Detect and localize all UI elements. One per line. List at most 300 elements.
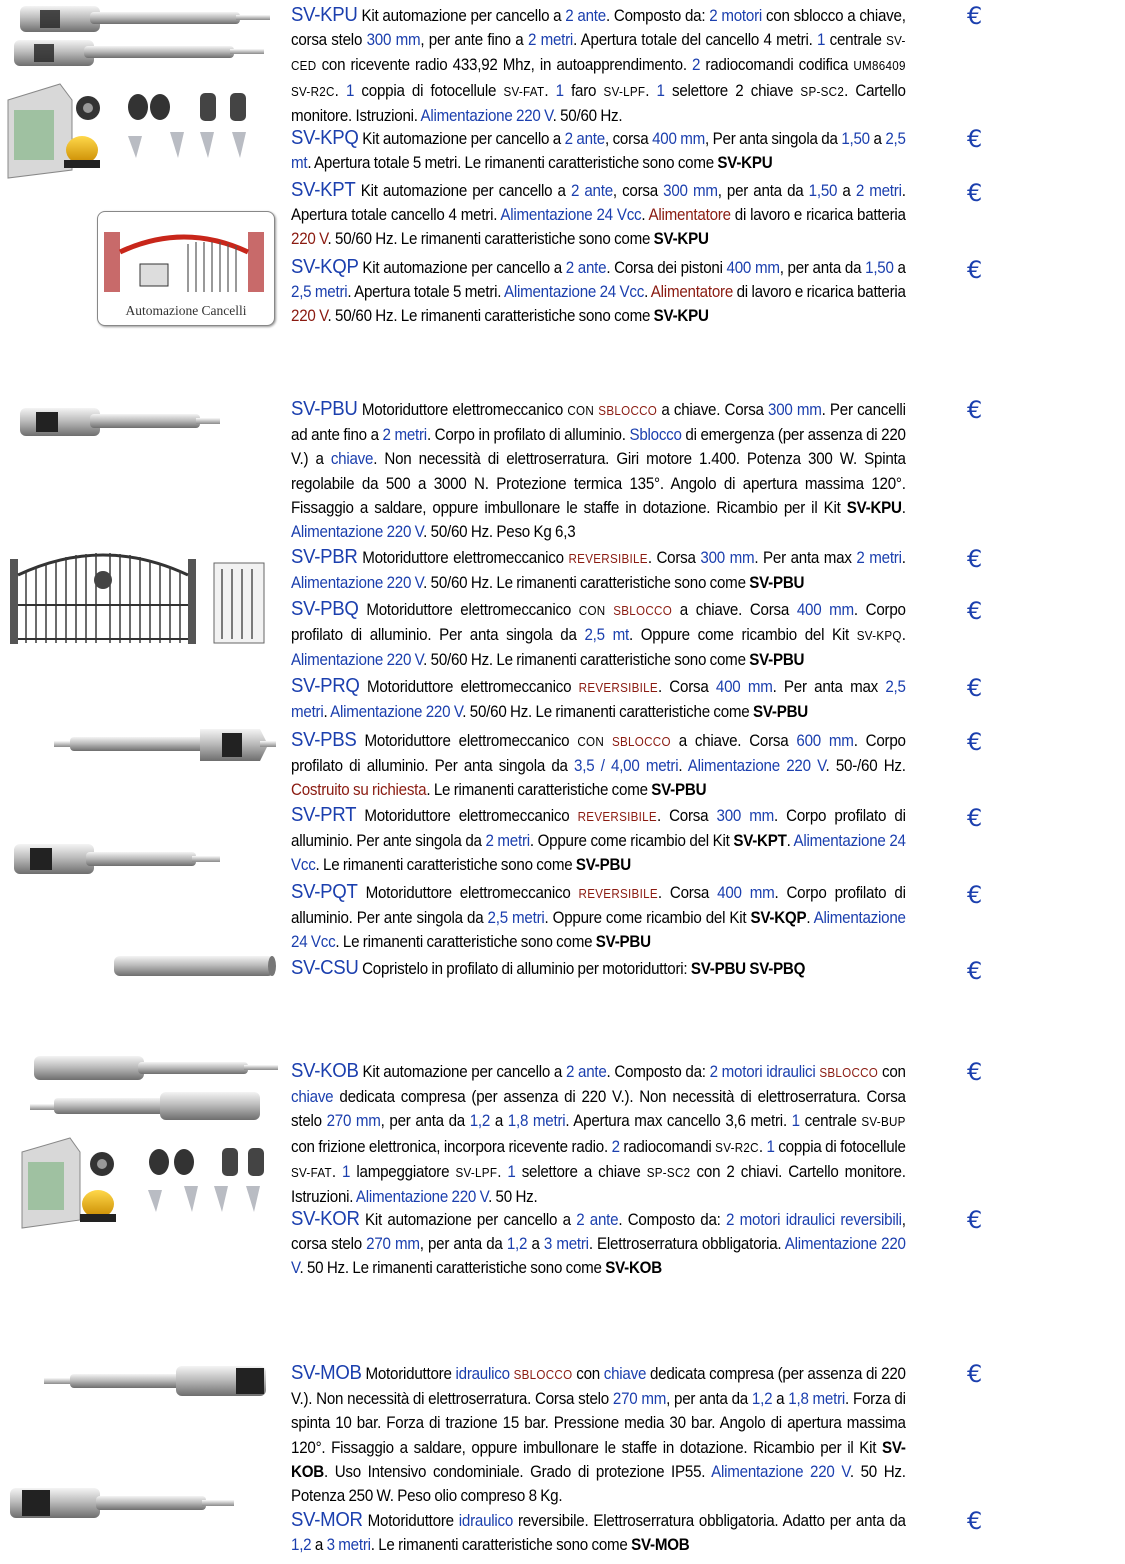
product-text: 2,5 metri xyxy=(291,283,348,302)
product-text: , corsa xyxy=(612,182,664,200)
product-text: a xyxy=(311,1536,327,1555)
product-code: SV-MOR xyxy=(291,1509,363,1531)
product-text: CON xyxy=(567,404,595,418)
product-text: , per anta da xyxy=(419,1235,507,1254)
product-text: Motoriduttore elettromeccanico xyxy=(359,678,579,696)
product-text: . 50/60 Hz. xyxy=(552,106,623,125)
product-entry xyxy=(291,397,906,544)
product-text: Motoriduttore elettromeccanico xyxy=(357,549,569,567)
product-text: SV-KPU xyxy=(653,230,709,249)
product-text: . xyxy=(323,703,331,722)
product-text: 2 motori idraulici reversibili xyxy=(726,1211,902,1229)
product-text: 2 motori idraulici xyxy=(709,1063,816,1081)
product-text: . Oppure come ricambio del Kit xyxy=(544,909,751,928)
product-text: SV-KPU xyxy=(846,498,902,517)
product-text: . 50/60 Hz. Le rimanenti caratteristiche sono come xyxy=(327,307,654,326)
product-entry xyxy=(291,956,906,981)
product-text: . Per cancelli ad ante fino a xyxy=(291,401,906,445)
product-text: 2,5 metri xyxy=(487,909,545,928)
product-text: 1 xyxy=(345,81,355,100)
product-text: 220 V xyxy=(291,307,328,326)
product-text: Alimentazione 24 Vcc xyxy=(291,909,906,952)
euro-price-marker: € xyxy=(967,545,983,573)
product-text: Motoriduttore elettromeccanico xyxy=(357,401,568,419)
product-entry xyxy=(291,1508,906,1557)
product-text: 2 ante xyxy=(565,1063,607,1081)
gate-image xyxy=(0,535,270,650)
key-selector-icon xyxy=(90,1152,114,1176)
euro-price-marker: € xyxy=(967,804,983,832)
product-text: . xyxy=(786,832,794,851)
euro-price-marker: € xyxy=(967,674,983,702)
product-text: SV-PBU xyxy=(749,651,805,670)
product-text: . 50/60 Hz. Le rimanenti caratteristiche sono come xyxy=(423,574,750,593)
product-text: . xyxy=(644,283,651,302)
photocell-icon xyxy=(128,94,170,120)
product-entry xyxy=(291,1361,906,1508)
product-text: . Corsa xyxy=(647,549,701,567)
product-text: 1 xyxy=(766,1137,775,1156)
product-text: Copristelo in profilato di alluminio per motoriduttori: xyxy=(358,960,691,978)
product-text: . Corsa xyxy=(657,678,716,696)
product-text: con ricevente radio 433,92 Mhz, in autoapprendimento. xyxy=(316,56,693,75)
product-text: centrale xyxy=(825,31,887,50)
control-box-icon xyxy=(8,84,72,178)
euro-price-marker: € xyxy=(967,396,983,424)
product-text: Costruito su richiesta xyxy=(291,781,427,800)
product-text: chiave xyxy=(603,1365,647,1383)
product-text: , per anta da xyxy=(380,1112,470,1131)
product-text: . xyxy=(806,909,814,928)
product-text: , Per anta singola da xyxy=(705,130,842,148)
product-text: radiocomandi xyxy=(619,1137,716,1156)
product-text: SV-LPF xyxy=(455,1165,498,1180)
product-text: 400 mm xyxy=(715,678,773,696)
product-entry xyxy=(291,545,906,595)
product-text: . Composto da: xyxy=(618,1211,727,1229)
product-text: 270 mm xyxy=(326,1112,381,1131)
badge-caption: Automazione Cancelli xyxy=(125,303,247,318)
product-text: 2 metri xyxy=(485,832,530,851)
product-text: . xyxy=(497,1162,508,1181)
product-text: SV-KOB xyxy=(605,1259,662,1278)
flashing-lamp-icon xyxy=(80,1190,116,1222)
product-text: . Oppure come ricambio del Kit xyxy=(628,626,857,645)
product-text: , corsa xyxy=(604,130,653,148)
product-text: 1,2 xyxy=(506,1235,528,1254)
product-text: SV-BUP xyxy=(861,1115,906,1130)
product-text: , per anta da xyxy=(779,259,866,277)
product-code: SV-PBR xyxy=(291,546,358,568)
product-text: . xyxy=(678,757,688,776)
euro-price-marker: € xyxy=(967,1360,983,1388)
product-text: a xyxy=(869,130,886,148)
product-entry xyxy=(291,1059,906,1209)
product-text: con frizione elettronica, incorpora ricevente radio. xyxy=(291,1137,612,1156)
product-text: con xyxy=(572,1365,604,1383)
product-text: radiocomandi codifica xyxy=(700,56,854,75)
product-code: SV-KOR xyxy=(291,1208,360,1230)
product-text: 1,8 metri xyxy=(788,1390,846,1409)
product-text: di lavoro e ricarica batteria xyxy=(733,283,906,302)
product-text: . Corpo profilato di alluminio. Per ante singola da xyxy=(291,884,906,928)
product-text: a chiave. Corsa xyxy=(657,401,769,419)
product-text: . Le rimanenti caratteristiche come xyxy=(426,781,652,800)
product-text: SBLOCCO xyxy=(611,735,671,749)
actuator-image xyxy=(0,400,230,450)
product-text: Alimentazione 220 V xyxy=(291,1235,906,1278)
product-text: 2 metri xyxy=(855,182,902,200)
product-text: . Corpo profilato di alluminio. Per anta singola da xyxy=(291,732,906,776)
product-text: 3 metri xyxy=(543,1235,589,1254)
product-text: SV-LPF xyxy=(603,84,646,99)
product-text: . Cartello monitore. Istruzioni. xyxy=(291,81,906,125)
product-text: 400 mm xyxy=(796,601,854,619)
product-text: . Corsa xyxy=(657,884,718,902)
product-text: . Oppure come ricambio del Kit xyxy=(529,832,734,851)
product-text: Motoriduttore elettromeccanico xyxy=(356,807,578,825)
product-text: . Apertura totale 5 metri. xyxy=(347,283,504,302)
product-text: SV-KOB xyxy=(291,1438,906,1481)
euro-price-marker: € xyxy=(967,1058,983,1086)
actuator-image xyxy=(0,1482,240,1526)
product-text: Kit automazione per cancello a xyxy=(358,1063,566,1081)
product-text: a xyxy=(837,182,856,200)
product-text: 400 mm xyxy=(652,130,706,148)
euro-price-marker: € xyxy=(967,957,983,985)
product-text: . Apertura totale cancello 4 metri. xyxy=(291,182,906,225)
product-text: . Non necessità di elettroserratura. Giri motore 1.400. Potenza 300 W. Spinta regolabile da 500 a 3000 N. Protezione termica 135°. Angolo di apertura massima 120°. Fissaggio a saldare, oppure imbullonare le staffe in dotazione. Ricambio per il Kit xyxy=(291,450,906,517)
product-text: SV-PBU SV-PBQ xyxy=(690,960,806,978)
product-text: . xyxy=(901,549,906,567)
product-entry xyxy=(291,803,906,878)
product-text: . 50/60 Hz. Le rimanenti caratteristiche sono come xyxy=(327,230,654,249)
product-text: faro xyxy=(563,81,604,100)
product-text: SP-SC2 xyxy=(800,84,845,99)
product-text: 270 mm xyxy=(612,1390,667,1409)
product-text: chiave xyxy=(291,1088,334,1107)
actuator-image xyxy=(40,1360,280,1404)
kit-electromechanical-image xyxy=(0,0,280,180)
product-text: . Corsa xyxy=(656,807,717,825)
product-text: Motoriduttore elettromeccanico xyxy=(356,732,578,750)
euro-price-marker: € xyxy=(967,179,983,207)
product-text: Motoriduttore elettromeccanico xyxy=(357,884,579,902)
product-text: . Forza di spinta 10 bar. Forza di trazione 15 bar. Pressione media 30 bar. Angolo di apertura massima 120°. Fissaggio a saldare, oppure imbullonare le staffe in dotazione. Ricambio per il Kit xyxy=(291,1390,906,1457)
product-text: chiave xyxy=(330,450,374,469)
product-text: 1,2 xyxy=(469,1112,491,1131)
product-text: . Per anta max xyxy=(772,678,886,696)
product-text: . Le rimanenti caratteristiche sono come xyxy=(370,1536,632,1555)
product-text: SV-FAT xyxy=(503,84,545,99)
product-text: Kit automazione per cancello a xyxy=(358,259,566,277)
product-text: SV-PBU xyxy=(749,574,805,593)
product-text: 1 xyxy=(507,1162,516,1181)
euro-price-marker: € xyxy=(967,1507,983,1535)
product-text: Sblocco xyxy=(629,426,682,445)
euro-price-marker: € xyxy=(967,2,983,30)
product-text: . 50 Hz. Potenza 250 W. Peso olio compreso 8 Kg. xyxy=(291,1462,906,1506)
product-text: SV-KPQ xyxy=(856,629,902,644)
product-entry xyxy=(291,880,906,955)
product-text: lampeggiatore xyxy=(350,1162,456,1181)
product-code: SV-KPU xyxy=(291,4,358,26)
key-selector-icon xyxy=(76,96,100,120)
product-text: 1 xyxy=(656,81,665,100)
product-text: Kit automazione per cancello a xyxy=(355,182,571,200)
product-text: SV-PBU xyxy=(575,856,631,875)
product-text: 2 ante xyxy=(565,259,607,277)
product-text: 2 ante xyxy=(565,7,606,25)
product-text: 600 mm xyxy=(796,732,854,750)
product-text: centrale xyxy=(799,1112,862,1131)
remote-icon xyxy=(222,1148,264,1176)
euro-price-marker: € xyxy=(967,125,983,153)
actuator-image xyxy=(50,725,280,765)
product-text: UM86409 SV-R2C xyxy=(291,59,906,99)
product-code: SV-CSU xyxy=(291,957,359,979)
product-text: . Apertura totale del cancello 4 metri. xyxy=(573,31,818,50)
rod-cover-image xyxy=(110,950,280,982)
product-text: a xyxy=(527,1235,544,1254)
gate-illustration-icon xyxy=(98,212,274,302)
product-text: 2,5 mt xyxy=(584,626,629,645)
product-text: Alimentazione 24 Vcc xyxy=(291,832,906,875)
product-text: Kit automazione per cancello a xyxy=(358,130,565,148)
actuator-image xyxy=(0,838,230,882)
product-text: . Le rimanenti caratteristiche sono come xyxy=(315,856,576,875)
product-text: 2 metri xyxy=(527,31,574,50)
product-text: dedicata compresa (per assenza di 220 V.). Non necessità di elettroserratura. Corsa stelo xyxy=(291,1088,906,1131)
product-text: a xyxy=(490,1112,508,1131)
product-text: 2 xyxy=(611,1137,620,1156)
product-text: idraulico xyxy=(458,1512,514,1530)
product-text: 300 mm xyxy=(768,401,822,419)
product-text: Alimentazione 220 V xyxy=(291,651,424,670)
product-text xyxy=(604,732,612,750)
product-text: coppia di fotocellule xyxy=(774,1137,906,1156)
product-text: Motoriduttore xyxy=(362,1512,459,1530)
product-text: Alimentatore xyxy=(650,283,734,302)
photocell-icon xyxy=(149,1149,194,1175)
product-text: 1,2 xyxy=(291,1536,312,1555)
product-text: 1,50 xyxy=(808,182,838,200)
product-entry xyxy=(291,178,906,252)
product-text: SBLOCCO xyxy=(513,1368,573,1382)
product-code: SV-KPQ xyxy=(291,127,359,149)
product-text: SV-PBU xyxy=(651,781,707,800)
product-text: SV-R2C xyxy=(715,1140,759,1155)
product-text: . 50 Hz. xyxy=(488,1188,538,1207)
product-text: . Le rimanenti caratteristiche sono come xyxy=(335,933,596,952)
product-text: . 50/60 Hz. Le rimanenti caratteristiche sono come xyxy=(423,651,750,670)
product-text: . Elettroserratura obbligatoria. xyxy=(588,1235,785,1254)
product-text: SV-KPU xyxy=(717,154,773,173)
product-text: 300 mm xyxy=(716,807,775,825)
product-text: 1,50 xyxy=(841,130,870,148)
product-text: Alimentazione 220 V xyxy=(711,1462,850,1481)
product-text: CON xyxy=(577,735,605,749)
product-text: REVERSIBILE xyxy=(578,887,658,901)
product-text: 2 ante xyxy=(564,130,605,148)
product-text: . Corpo in profilato di alluminio. xyxy=(426,426,630,445)
product-code: SV-PRT xyxy=(291,804,357,826)
product-text: . 50/60 Hz. Le rimanenti caratteristiche come xyxy=(462,703,754,722)
product-text: a xyxy=(893,259,906,277)
product-text: 2 metri xyxy=(382,426,427,445)
actuator-icon xyxy=(14,40,264,66)
product-text: Alimentazione 220 V xyxy=(291,523,424,542)
product-text: 2 metri xyxy=(856,549,902,567)
product-text: Alimentazione 24 Vcc xyxy=(500,206,642,225)
gate-automation-badge xyxy=(97,211,275,326)
product-text: 400 mm xyxy=(726,259,780,277)
product-entry xyxy=(291,1207,906,1281)
product-text: 2,5 mt xyxy=(291,130,906,173)
product-code: SV-MOB xyxy=(291,1362,362,1384)
product-text: coppia di fotocellule xyxy=(354,81,504,100)
product-code: SV-PBU xyxy=(291,398,358,420)
product-text: REVERSIBILE xyxy=(577,810,657,824)
product-text: . Corpo profilato di alluminio. Per ante singola da xyxy=(291,807,906,851)
control-box-icon xyxy=(22,1138,80,1228)
product-text: SP-SC2 xyxy=(646,1165,691,1180)
product-text: Alimentazione 220 V xyxy=(355,1188,489,1207)
product-code: SV-PBS xyxy=(291,729,357,751)
product-text: 2 ante xyxy=(570,182,613,200)
product-text: Alimentazione 220 V xyxy=(687,757,826,776)
product-text: reversibile. Elettroserratura obbligatoria. Adatto per anta da xyxy=(513,1512,906,1530)
product-text: . 50 Hz. Le rimanenti caratteristiche sono come xyxy=(299,1259,606,1278)
product-entry xyxy=(291,674,906,724)
product-text: Alimentazione 220 V xyxy=(420,106,553,125)
product-text: . xyxy=(641,206,649,225)
product-text: SV-FAT xyxy=(291,1165,332,1180)
product-text: 2 ante xyxy=(576,1211,619,1229)
product-entry xyxy=(291,3,906,128)
actuator-icon xyxy=(34,1056,278,1080)
remote-icon xyxy=(200,93,246,121)
product-code: SV-KPT xyxy=(291,179,356,201)
product-text: 3 metri xyxy=(326,1536,371,1555)
product-text: di emergenza (per assenza di 220 V.) a xyxy=(291,426,906,469)
product-text: SBLOCCO xyxy=(598,404,658,418)
product-code: SV-PRQ xyxy=(291,675,360,697)
product-text: 1 xyxy=(342,1162,351,1181)
product-text: 270 mm xyxy=(366,1235,420,1254)
product-text: , per anta da xyxy=(717,182,809,200)
product-text: 220 V xyxy=(291,230,328,249)
product-text: . Composto da: xyxy=(606,1063,710,1081)
product-text: a chiave. Corsa xyxy=(672,601,797,619)
bracket-icon xyxy=(148,1186,260,1212)
product-text: 300 mm xyxy=(663,182,718,200)
product-text: . xyxy=(331,1162,343,1181)
product-text: selettore a chiave xyxy=(515,1162,647,1181)
product-text: SV-CED xyxy=(291,34,906,74)
product-text: 1 xyxy=(555,81,564,100)
euro-price-marker: € xyxy=(967,597,983,625)
product-text: Motoriduttore xyxy=(361,1365,456,1383)
product-text: Alimentazione 220 V xyxy=(330,703,463,722)
product-text: 2,5 metri xyxy=(291,678,906,722)
product-text: . xyxy=(758,1137,767,1156)
product-text: con sblocco a chiave, corsa stelo xyxy=(291,7,906,50)
product-text: SV-KQP xyxy=(750,909,807,928)
product-text: 1,2 xyxy=(751,1390,773,1409)
product-entry xyxy=(291,597,906,673)
actuator-icon xyxy=(30,1092,260,1120)
product-text: 400 mm xyxy=(717,884,775,902)
product-text: 1,8 metri xyxy=(507,1112,566,1131)
product-text: . Corpo profilato di alluminio. Per anta singola da xyxy=(291,601,906,645)
product-text: con xyxy=(878,1063,906,1081)
product-entry xyxy=(291,728,906,803)
product-text: . Apertura totale 5 metri. Le rimanenti caratteristiche sono come xyxy=(307,154,718,173)
product-text: 300 mm xyxy=(366,31,421,50)
euro-price-marker: € xyxy=(967,256,983,284)
product-text: 2 xyxy=(692,56,701,75)
product-text: 2 motori xyxy=(709,7,763,25)
kit-hydraulic-image xyxy=(14,1052,284,1232)
product-text: SV-PBU xyxy=(595,933,651,952)
euro-price-marker: € xyxy=(967,728,983,756)
product-text: SV-PBU xyxy=(753,703,808,722)
product-text: idraulico xyxy=(455,1365,510,1383)
euro-price-marker: € xyxy=(967,881,983,909)
product-text: . Apertura max cancello 3,6 metri. xyxy=(565,1112,792,1131)
product-code: SV-PQT xyxy=(291,881,358,903)
product-text: a chiave. Corsa xyxy=(670,732,797,750)
product-text: REVERSIBILE xyxy=(578,681,658,695)
product-text: REVERSIBILE xyxy=(568,552,648,566)
product-text: . Composto da: xyxy=(605,7,710,25)
product-text: . 50/60 Hz. Peso Kg 6,3 xyxy=(423,523,576,542)
product-text: . Corsa dei pistoni xyxy=(606,259,727,277)
product-text: . xyxy=(334,81,346,100)
product-text: SV-KPU xyxy=(653,307,709,326)
product-text: , per anta da xyxy=(666,1390,752,1409)
product-text: 300 mm xyxy=(700,549,755,567)
product-text: di lavoro e ricarica batteria xyxy=(730,206,906,225)
actuator-icon xyxy=(20,6,270,32)
product-text: 1 xyxy=(817,31,826,50)
product-text: SBLOCCO xyxy=(613,604,673,618)
product-code: SV-PBQ xyxy=(291,598,359,620)
product-text: con 2 chiavi. Cartello monitore. Istruzioni. xyxy=(291,1162,906,1207)
product-text: . xyxy=(544,81,556,100)
product-text: a xyxy=(772,1390,789,1409)
product-text: . 50-/60 Hz. xyxy=(825,757,906,776)
product-entry xyxy=(291,255,906,329)
product-text: SBLOCCO xyxy=(819,1066,879,1080)
product-text: Alimentazione 220 V xyxy=(291,574,424,593)
product-text: Alimentatore xyxy=(648,206,731,225)
product-code: SV-KQP xyxy=(291,256,359,278)
bracket-icon xyxy=(128,132,246,158)
product-text: SV-MOB xyxy=(631,1536,690,1555)
product-text: Motoriduttore elettromeccanico xyxy=(358,601,579,619)
product-text: Kit automazione per cancello a xyxy=(357,7,566,25)
product-text: . Per anta max xyxy=(754,549,857,567)
product-text: , per ante fino a xyxy=(420,31,528,50)
product-text: . xyxy=(645,81,657,100)
product-text: 1 xyxy=(791,1112,800,1131)
product-text: 1,50 xyxy=(865,259,894,277)
product-text: Alimentazione 24 Vcc xyxy=(503,283,645,302)
product-text: 3,5 / 4,00 metri xyxy=(574,757,679,776)
product-text: . Uso Intensivo condominiale. Grado di protezione IP55. xyxy=(323,1462,712,1481)
